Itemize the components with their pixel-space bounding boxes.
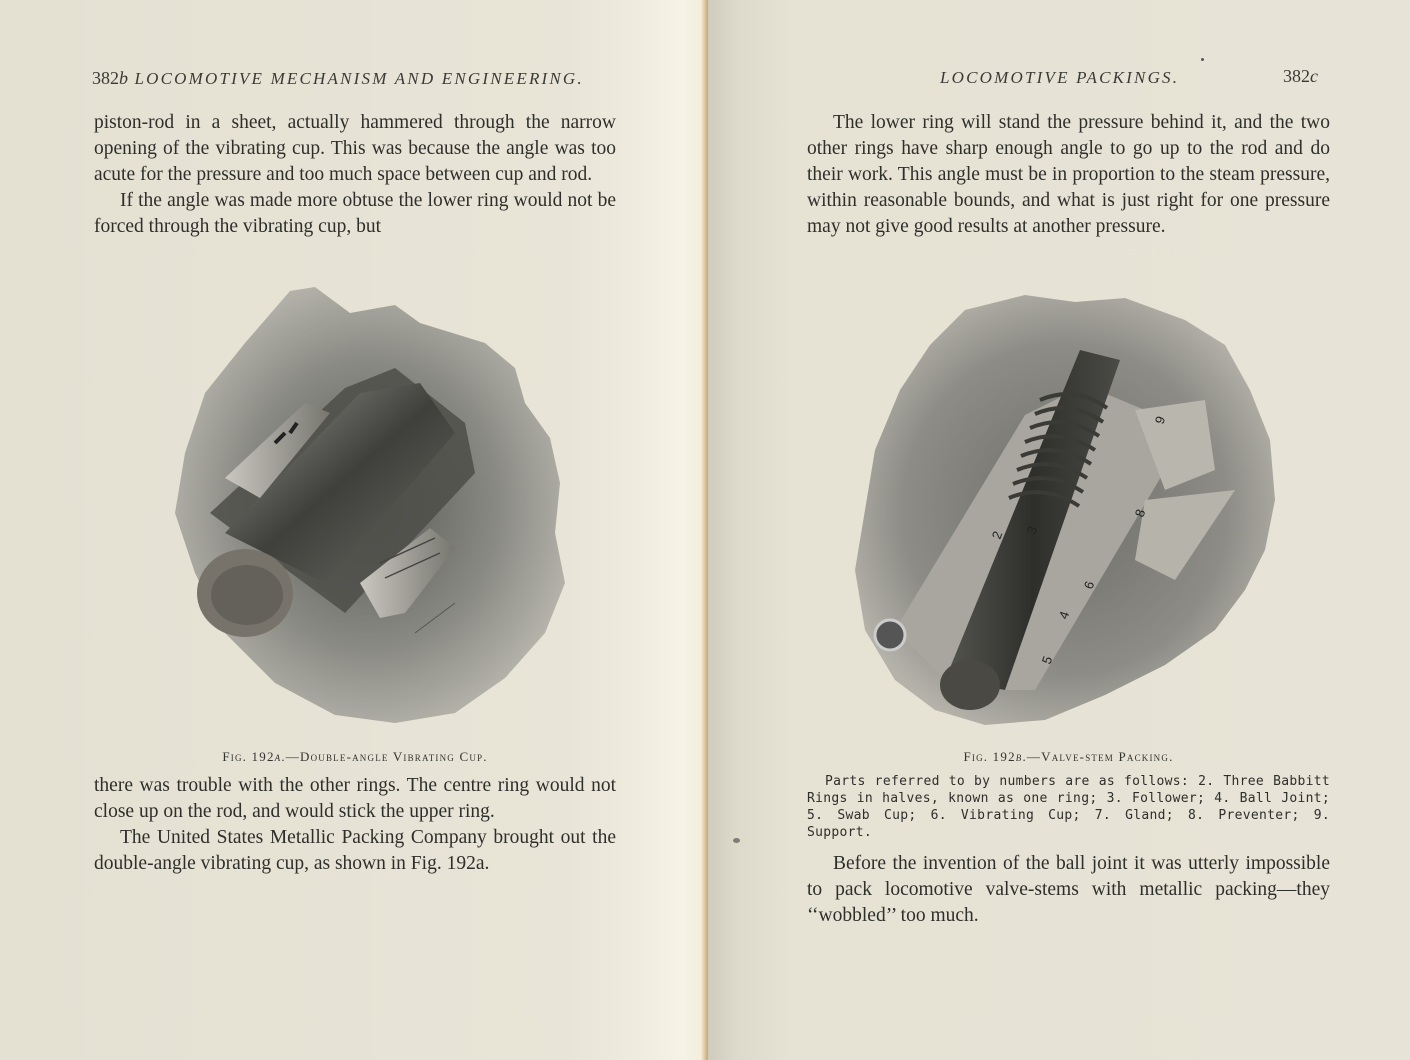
svg-text:2: 2 — [988, 529, 1006, 542]
paragraph: If the angle was made more obtuse the lower ring would not be forced through the vibrating cup, but — [94, 190, 616, 237]
valve-stem-packing-engraving — [845, 290, 1285, 730]
paragraph: The lower ring will stand the pressure behind it, and the two other rings have sharp enough angle to go up to the rod and do their work. This angle must be in proportion to the steam pressure, within reasonable bounds, and what is just right for one pressure may not give good results at another pressure. — [807, 112, 1330, 237]
right-page — [708, 0, 1410, 1060]
paragraph: piston-rod in a sheet, actually hammered through the narrow opening of the vibrating cup. This was because the angle was too acute for the pressure and too much space between cup and rod. — [94, 112, 616, 185]
hex-nut — [875, 620, 905, 650]
svg-text:6: 6 — [1080, 579, 1098, 592]
left-running-title: LOCOMOTIVE MECHANISM AND ENGINEERING. — [134, 69, 584, 88]
paragraph: there was trouble with the other rings. The centre ring would not close up on the rod, and would stick the upper ring. — [94, 775, 616, 822]
svg-text:3: 3 — [1023, 524, 1041, 537]
right-folio: 382c — [1283, 66, 1318, 86]
right-running-title: LOCOMOTIVE PACKINGS. — [940, 68, 1180, 87]
paragraph: The United States Metallic Packing Company brought out the double-angle vibrating cup, as shown in Fig. 192a. — [94, 827, 616, 874]
figure-192b-illustration — [845, 290, 1285, 730]
paper-speck — [1201, 58, 1204, 61]
svg-text:9: 9 — [1151, 414, 1169, 427]
right-bottom-text — [807, 851, 1330, 929]
broken-stem-end — [940, 660, 1000, 710]
left-running-head — [92, 68, 584, 89]
figure-192a-caption: Fig. 192a.—Double-angle Vibrating Cup. — [222, 749, 488, 764]
figure-192b-parts-legend: Parts referred to by numbers are as follows: 2. Three Babbitt Rings in halves, known as one ring; 3. Follower; 4. Ball Joint; 5. Swab Cup; 6. Vibrating Cup; 7. Gland; 8. Preventer; 9. Support. — [807, 774, 1330, 840]
svg-text:4: 4 — [1055, 609, 1073, 622]
svg-text:5: 5 — [1038, 654, 1056, 667]
figure-192a-illustration — [165, 283, 575, 728]
paragraph: Before the invention of the ball joint it was utterly impossible to pack locomotive valve-stems with metallic packing—they ‘‘wobbled’’ too much. — [807, 853, 1330, 926]
paper-speck — [733, 838, 740, 843]
right-top-text — [807, 110, 1330, 240]
left-bottom-text — [94, 773, 616, 877]
left-top-text — [94, 110, 616, 240]
svg-text:8: 8 — [1131, 507, 1149, 520]
left-folio: 382b — [92, 68, 128, 88]
right-running-head — [940, 68, 1179, 88]
figure-192b-caption: Fig. 192b.—Valve-stem Packing. — [963, 749, 1174, 764]
vibrating-cup-engraving — [165, 283, 575, 728]
